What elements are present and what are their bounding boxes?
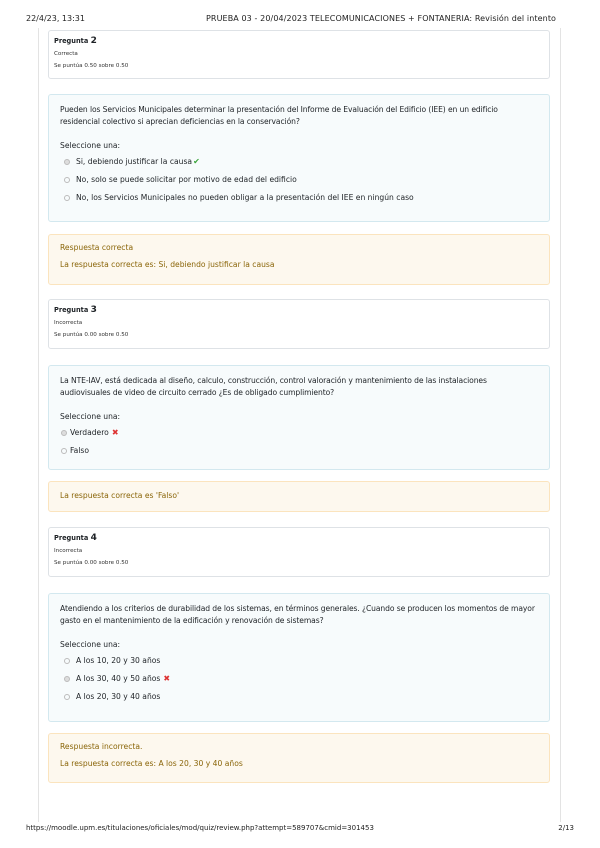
- answer-label: A los 20, 30 y 40 años: [76, 692, 161, 701]
- feedback-text: La respuesta correcta es 'Falso': [60, 491, 180, 500]
- radio-button[interactable]: [64, 195, 70, 201]
- question-label: Pregunta: [54, 37, 89, 45]
- print-title: PRUEBA 03 - 20/04/2023 TELECOMUNICACIONES + FONTANERIA: Revisión del intento: [206, 14, 557, 23]
- answer-prompt: Seleccione una:: [60, 141, 121, 150]
- answer-label: Si, debiendo justificar la causa: [76, 157, 193, 166]
- radio-button[interactable]: [64, 694, 70, 700]
- radio-button-selected[interactable]: [64, 676, 70, 682]
- question-state: Correcta: [54, 51, 78, 57]
- radio-button[interactable]: [61, 448, 67, 454]
- page-number: 2/13: [558, 824, 574, 832]
- question-label: Pregunta: [54, 534, 89, 542]
- question-label: Pregunta: [54, 306, 89, 314]
- answer-option[interactable]: [60, 193, 538, 202]
- incorrect-cross-icon: ✖: [163, 674, 171, 683]
- question-3-info: [48, 299, 550, 349]
- question-state: Incorrecta: [54, 548, 83, 554]
- feedback-text: La respuesta correcta es: A los 20, 30 y 40 años: [60, 759, 243, 768]
- question-3-feedback: [48, 481, 550, 512]
- question-2-content: [48, 94, 550, 222]
- question-2-info: [48, 30, 550, 79]
- answer-option[interactable]: [60, 674, 538, 683]
- question-text: Pueden los Servicios Municipales determinar la presentación del Informe de Evaluación del Edificio (IEE) en un edificio residencial colectivo si aprecian deficiencias en la conservación?: [60, 105, 498, 126]
- radio-button-selected[interactable]: [61, 430, 67, 436]
- question-grade: Se puntúa 0.50 sobre 0.50: [54, 63, 129, 69]
- answer-label: Verdadero: [70, 428, 109, 437]
- question-number: 2: [90, 36, 97, 46]
- answer-option[interactable]: [60, 446, 538, 455]
- answer-prompt: Seleccione una:: [60, 412, 121, 421]
- question-number: 3: [90, 305, 97, 315]
- question-text: Atendiendo a los criterios de durabilidad de los sistemas, en términos generales. ¿Cuando se producen los momentos de mayor gasto en el mantenimiento de la edificación y renovación de sistemas?: [60, 604, 535, 625]
- question-state: Incorrecta: [54, 320, 83, 326]
- answer-option[interactable]: [60, 175, 538, 184]
- radio-button-selected[interactable]: [64, 159, 70, 165]
- correct-check-icon: ✔: [193, 157, 200, 166]
- print-date: 22/4/23, 13:31: [26, 14, 85, 23]
- question-text: La NTE-IAV, está dedicada al diseño, calculo, construcción, control valoración y mantenimiento de las instalaciones audiovisuales de video de circuito cerrado ¿Es de obligado cumplimiento?: [60, 376, 487, 397]
- frame-left-border: [38, 28, 39, 822]
- answer-option[interactable]: [60, 157, 538, 166]
- question-4-feedback: [48, 733, 550, 783]
- answer-label: No, solo se puede solicitar por motivo de edad del edificio: [76, 175, 297, 184]
- answer-label: Falso: [70, 446, 90, 455]
- radio-button[interactable]: [64, 177, 70, 183]
- feedback-title: Respuesta incorrecta.: [60, 742, 143, 751]
- feedback-title: Respuesta correcta: [60, 243, 134, 252]
- question-4-content: [48, 593, 550, 722]
- page-url: https://moodle.upm.es/titulaciones/oficiales/mod/quiz/review.php?attempt=589707&cmid=301453: [26, 824, 374, 832]
- answer-option[interactable]: [60, 428, 538, 437]
- question-grade: Se puntúa 0.00 sobre 0.50: [54, 560, 129, 566]
- feedback-text: La respuesta correcta es: Si, debiendo justificar la causa: [60, 260, 275, 269]
- answer-option[interactable]: [60, 692, 538, 701]
- incorrect-cross-icon: ✖: [111, 428, 119, 437]
- question-grade: Se puntúa 0.00 sobre 0.50: [54, 332, 129, 338]
- question-2-feedback: [48, 234, 550, 285]
- answer-label: A los 10, 20 y 30 años: [76, 656, 161, 665]
- frame-right-border: [560, 28, 561, 822]
- answer-label: A los 30, 40 y 50 años: [76, 674, 161, 683]
- answer-label: No, los Servicios Municipales no pueden obligar a la presentación del IEE en ningún caso: [76, 193, 414, 202]
- question-number: 4: [90, 533, 97, 543]
- answer-prompt: Seleccione una:: [60, 640, 121, 649]
- question-3-content: [48, 365, 550, 470]
- answer-option[interactable]: [60, 656, 538, 665]
- radio-button[interactable]: [64, 658, 70, 664]
- question-4-info: [48, 527, 550, 577]
